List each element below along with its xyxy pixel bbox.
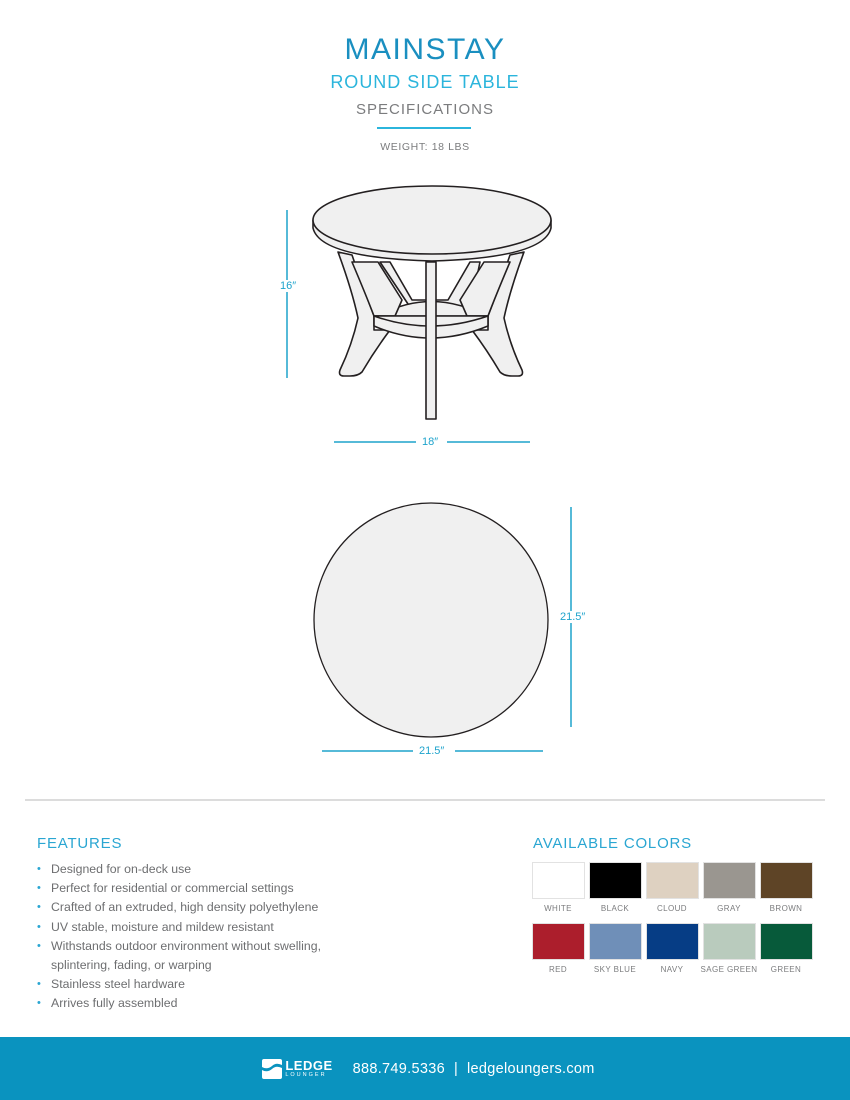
feature-item: • Arrives fully assembled <box>37 994 367 1013</box>
logo-wordmark: LEDGE <box>285 1057 333 1073</box>
color-swatch <box>760 862 813 899</box>
color-label: SAGE GREEN <box>700 965 758 974</box>
color-option-gray <box>702 862 756 913</box>
side-width-dimension-label: 18″ <box>422 436 439 448</box>
color-label: CLOUD <box>656 904 687 913</box>
features-heading: FEATURES <box>37 835 123 852</box>
phone-number[interactable]: 888.749.5336 <box>352 1060 445 1077</box>
section-divider <box>25 799 825 801</box>
footer-bar <box>0 1037 850 1100</box>
color-option-white <box>531 862 585 913</box>
color-label: WHITE <box>544 904 572 913</box>
color-label: NAVY <box>660 965 684 974</box>
color-swatch <box>703 862 756 899</box>
color-swatch <box>703 923 756 960</box>
feature-item: • Withstands outdoor environment without swelling, splintering, fading, or warping <box>37 937 367 975</box>
color-label: GRAY <box>717 904 741 913</box>
color-swatch <box>589 923 642 960</box>
color-label: SKY BLUE <box>593 965 637 974</box>
ledge-lounger-logo <box>261 1059 332 1079</box>
color-option-cloud <box>645 862 699 913</box>
color-swatch-grid <box>531 862 815 974</box>
product-subtitle: ROUND SIDE TABLE <box>330 72 520 92</box>
color-option-navy <box>645 923 699 974</box>
color-option-brown <box>759 862 813 913</box>
wave-logo-icon <box>261 1059 283 1079</box>
color-label: RED <box>548 965 568 974</box>
height-dimension-label: 16″ <box>280 280 297 292</box>
logo-subtext: LOUNGER <box>285 1071 327 1078</box>
website-link[interactable]: ledgeloungers.com <box>467 1060 595 1077</box>
top-depth-dimension-label: 21.5″ <box>560 611 586 623</box>
color-swatch <box>532 923 585 960</box>
colors-heading: AVAILABLE COLORS <box>533 835 692 852</box>
color-swatch <box>646 923 699 960</box>
color-option-sage-green <box>702 923 756 974</box>
feature-item: • Stainless steel hardware <box>37 975 367 994</box>
weight-spec: WEIGHT: 18 LBS <box>380 141 470 153</box>
product-title: MAINSTAY <box>344 33 506 66</box>
color-option-black <box>588 862 642 913</box>
color-swatch <box>760 923 813 960</box>
color-label: BLACK <box>600 904 630 913</box>
color-label: GREEN <box>770 965 802 974</box>
color-option-red <box>531 923 585 974</box>
color-swatch <box>589 862 642 899</box>
feature-item: • Designed for on-deck use <box>37 860 367 879</box>
footer-separator: | <box>453 1060 459 1077</box>
section-heading: SPECIFICATIONS <box>356 101 494 118</box>
color-option-sky-blue <box>588 923 642 974</box>
feature-item: • Perfect for residential or commercial settings <box>37 879 367 898</box>
color-option-green <box>759 923 813 974</box>
top-view-drawing <box>314 503 548 737</box>
features-list <box>37 860 367 1014</box>
feature-item: • UV stable, moisture and mildew resistant <box>37 918 367 937</box>
feature-item: • Crafted of an extruded, high density polyethylene <box>37 898 367 917</box>
top-width-dimension-label: 21.5″ <box>419 745 445 757</box>
color-label: BROWN <box>769 904 803 913</box>
color-swatch <box>532 862 585 899</box>
color-swatch <box>646 862 699 899</box>
